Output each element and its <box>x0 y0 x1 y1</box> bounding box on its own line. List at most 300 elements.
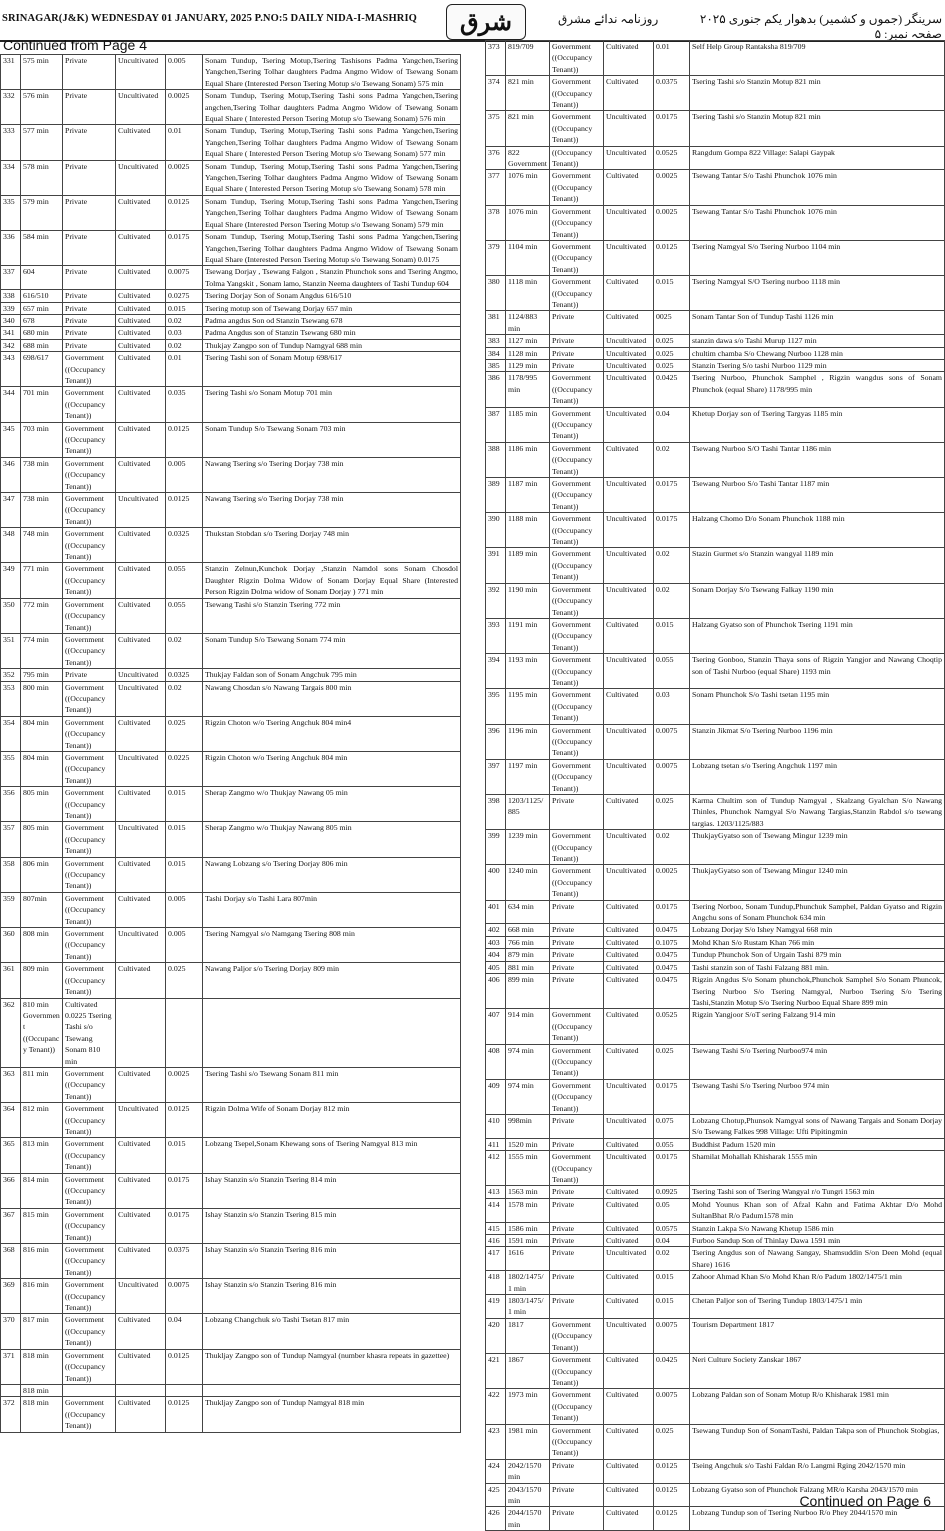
land-class-cell: Cultivated <box>116 1397 166 1432</box>
area-cell: 0.015 <box>654 618 690 653</box>
area-cell: 0.0275 <box>166 290 203 302</box>
ownership-cell: Government ((Occupancy Tenant)) <box>550 724 604 759</box>
owner-description-cell: Lobzang Gyatso son of Phunchok Falzang MR/o Karsha 2043/1570 min <box>690 1483 945 1507</box>
owner-description-cell: Tsering Tashi s/o Sonam Motup 701 min <box>203 387 461 422</box>
table-row <box>1 457 461 492</box>
serial-number-cell: 356 <box>1 787 21 822</box>
owner-description-cell: Stanzin Lakpa S/o Nawang Khetup 1586 min <box>690 1222 945 1234</box>
area-cell: 0.0375 <box>654 76 690 111</box>
serial-number-cell: 370 <box>1 1314 21 1349</box>
area-cell: 0.055 <box>654 1138 690 1150</box>
ownership-cell: Government ((Occupancy Tenant)) <box>550 41 604 76</box>
owner-description-cell: chultim chamba S/o Chewang Nurboo 1128 min <box>690 347 945 359</box>
owner-description-cell: Sonam Tundup, Tsering Motup,Tsering Tashisons Padma Yangchen,Tsering Yangchen,Tsering Tolhar daughters Padma Angmo Widow of Tsewang Sonam Equal Share (Interested Person Tsering Motup s/o Tsewang Sonam) 575 min <box>203 55 461 90</box>
land-class-cell: Cultivated <box>604 689 654 724</box>
ownership-cell: Government ((Occupancy Tenant)) <box>550 76 604 111</box>
ownership-cell: Government ((Occupancy Tenant)) <box>550 689 604 724</box>
serial-number-cell: 404 <box>486 949 506 961</box>
area-cell: 0.0025 <box>166 160 203 195</box>
owner-description-cell: Padma Angdus son of Stanzin Tsewang 680 min <box>203 327 461 339</box>
table-row <box>486 583 945 618</box>
owner-description-cell: Tashi stanzin son of Tashi Falzang 881 min. <box>690 961 945 973</box>
serial-number-cell: 338 <box>1 290 21 302</box>
area-cell: 0.0125 <box>166 493 203 528</box>
owner-description-cell: Sonam Tundup S/o Tsewang Sonam 703 min <box>203 422 461 457</box>
serial-number-cell: 340 <box>1 314 21 326</box>
area-cell: 0.0225 <box>166 751 203 786</box>
serial-number-cell: 352 <box>1 669 21 681</box>
khasra-number-cell: 879 min <box>506 949 550 961</box>
land-class-cell: Uncultivated <box>604 335 654 347</box>
area-cell: 0.02 <box>166 339 203 351</box>
table-row <box>486 372 945 407</box>
table-row <box>1 387 461 422</box>
serial-number-cell: 360 <box>1 928 21 963</box>
area-cell: 0.02 <box>654 548 690 583</box>
ownership-cell: Government ((Occupancy Tenant)) <box>550 240 604 275</box>
owner-description-cell: Rigzin Dolma Wife of Sonam Dorjay 812 min <box>203 1103 461 1138</box>
table-row <box>1 1173 461 1208</box>
table-row <box>1 352 461 387</box>
table-row <box>486 1151 945 1186</box>
area-cell: 0.02 <box>654 830 690 865</box>
khasra-number-cell: 1076 min <box>506 205 550 240</box>
land-class-cell: Uncultivated <box>604 1079 654 1114</box>
land-class-cell: Cultivated <box>116 1244 166 1279</box>
khasra-number-cell: 604 <box>21 266 63 290</box>
area-cell: 0.025 <box>654 347 690 359</box>
serial-number-cell: 350 <box>1 598 21 633</box>
khasra-number-cell: 1981 min <box>506 1424 550 1459</box>
serial-number-cell: 358 <box>1 857 21 892</box>
ownership-cell: Private <box>550 1459 604 1483</box>
ownership-cell: Government ((Occupancy Tenant)) <box>63 681 116 716</box>
land-class-cell: Cultivated <box>116 892 166 927</box>
owner-description-cell: Tsering Norboo, Sonam Tundup,Phunchuk Samphel, Paldan Gyatso and Rigzin Angchu sons of Sonam Phunchok 634 min <box>690 900 945 924</box>
khasra-number-cell: 1520 min <box>506 1138 550 1150</box>
table-row <box>486 478 945 513</box>
owner-description-cell: Lobzang Dorjay S/o Ishey Namgyal 668 min <box>690 924 945 936</box>
table-row <box>1 231 461 266</box>
area-cell: 0.04 <box>654 407 690 442</box>
table-row <box>1 928 461 963</box>
owner-description-cell: Stanzin Zelnun,Kunchok Dorjay ,Stanzin Namdol sons Sonam Chosdol Daughter Rigzin Dolma Widow of Sonam Dorjay Equal Share (Interested Person Rigzin Dolma widow of Sonam Dorjay ) 771 min <box>203 563 461 598</box>
table-row <box>486 240 945 275</box>
ownership-cell: Private <box>550 1138 604 1150</box>
serial-number-cell: 423 <box>486 1424 506 1459</box>
khasra-number-cell: 1185 min <box>506 407 550 442</box>
khasra-number-cell: 738 min <box>21 457 63 492</box>
ownership-cell: Private <box>550 1235 604 1247</box>
ownership-cell: Private <box>63 266 116 290</box>
area-cell: 0.0125 <box>654 240 690 275</box>
owner-description-cell: Nawang Chosdan s/o Nawang Targais 800 min <box>203 681 461 716</box>
area-cell: 0.055 <box>166 563 203 598</box>
ownership-cell: Government ((Occupancy Tenant)) <box>550 830 604 865</box>
area-cell: 0.0175 <box>654 111 690 146</box>
owner-description-cell: Sherap Zangmo w/o Thukjay Nawang 05 min <box>203 787 461 822</box>
land-class-cell: Uncultivated <box>604 478 654 513</box>
owner-description-cell: Ishay Stanzin s/o Stanzin Tsering 816 min <box>203 1244 461 1279</box>
serial-number-cell: 334 <box>1 160 21 195</box>
land-class-cell: Cultivated <box>604 1198 654 1222</box>
masthead-dateline: SRINAGAR(J&K) WEDNESDAY 01 JANUARY, 2025 P.NO:5 DAILY NIDA-I-MASHRIQ <box>2 13 417 24</box>
serial-number-cell: 419 <box>486 1295 506 1319</box>
ownership-cell: Government ((Occupancy Tenant)) <box>63 1138 116 1173</box>
area-cell: 0.0025 <box>654 865 690 900</box>
owner-description-cell: Tsering Namgyal S/O Tsering nurboo 1118 min <box>690 276 945 311</box>
table-row <box>486 311 945 335</box>
owner-description-cell: Tsewang Nurboo S/o Tashi Tantar 1187 min <box>690 478 945 513</box>
owner-description-cell: Mohd Khan S/o Rustam Khan 766 min <box>690 936 945 948</box>
serial-number-cell <box>1 1384 21 1396</box>
serial-number-cell: 348 <box>1 528 21 563</box>
khasra-number-cell: 688 min <box>21 339 63 351</box>
table-row <box>1 90 461 125</box>
serial-number-cell: 361 <box>1 963 21 998</box>
serial-number-cell: 386 <box>486 372 506 407</box>
serial-number-cell: 332 <box>1 90 21 125</box>
area-cell: 0.0025 <box>166 1067 203 1102</box>
table-row <box>486 961 945 973</box>
ownership-cell: Government ((Occupancy Tenant)) <box>550 513 604 548</box>
ownership-cell: Government ((Occupancy Tenant)) <box>550 1389 604 1424</box>
table-row <box>486 1044 945 1079</box>
owner-description-cell: Lobzang Tundup son of Tsering Nurboo R/o Phey 2044/1570 min <box>690 1507 945 1531</box>
area-cell: 0.0375 <box>166 1244 203 1279</box>
serial-number-cell: 376 <box>486 146 506 170</box>
land-class-cell: Cultivated <box>116 1173 166 1208</box>
ownership-cell: Government ((Occupancy Tenant)) <box>550 1318 604 1353</box>
land-class-cell: Cultivated <box>116 528 166 563</box>
owner-description-cell: Tsering Tashi son of Tsering Wangyal r/o Tungri 1563 min <box>690 1186 945 1198</box>
area-cell: 0.02 <box>166 314 203 326</box>
table-row <box>1 55 461 90</box>
ownership-cell: Government ((Occupancy Tenant)) <box>550 865 604 900</box>
owner-description-cell: Tsering Tashi son of Sonam Motup 698/617 <box>203 352 461 387</box>
khasra-number-cell: 1193 min <box>506 654 550 689</box>
land-class-cell: Uncultivated <box>604 759 654 794</box>
area-cell <box>166 998 203 1067</box>
ownership-cell: Government ((Occupancy Tenant)) <box>63 1397 116 1432</box>
ownership-cell: Government ((Occupancy Tenant)) <box>550 1044 604 1079</box>
serial-number-cell: 331 <box>1 55 21 90</box>
land-class-cell: Uncultivated <box>604 724 654 759</box>
khasra-number-cell: 974 min <box>506 1079 550 1114</box>
owner-description-cell: Stazin Gurmet s/o Stanzin wangyal 1189 min <box>690 548 945 583</box>
serial-number-cell: 408 <box>486 1044 506 1079</box>
area-cell: 0.015 <box>654 276 690 311</box>
area-cell: 0.0075 <box>654 724 690 759</box>
khasra-number-cell: 616/510 <box>21 290 63 302</box>
khasra-number-cell: 1239 min <box>506 830 550 865</box>
table-row <box>486 1271 945 1295</box>
owner-description-cell: Tundup Phunchok Son of Urgain Tashi 879 min <box>690 949 945 961</box>
area-cell: 0.0175 <box>654 1079 690 1114</box>
serial-number-cell: 375 <box>486 111 506 146</box>
right-records-table <box>485 40 945 1531</box>
owner-description-cell: ThukjayGyatso son of Tsewang Mingur 1240 min <box>690 865 945 900</box>
khasra-number-cell: 821 min <box>506 111 550 146</box>
land-class-cell: Cultivated <box>116 1208 166 1243</box>
khasra-number-cell: 578 min <box>21 160 63 195</box>
ownership-cell: Government ((Occupancy Tenant)) <box>63 822 116 857</box>
land-class-cell: Uncultivated <box>604 111 654 146</box>
khasra-number-cell: 1124/883 min <box>506 311 550 335</box>
table-row <box>1 598 461 633</box>
serial-number-cell: 411 <box>486 1138 506 1150</box>
khasra-number-cell: 805 min <box>21 822 63 857</box>
ownership-cell: Government ((Occupancy Tenant)) <box>550 583 604 618</box>
serial-number-cell: 399 <box>486 830 506 865</box>
ownership-cell: Government ((Occupancy Tenant)) <box>550 407 604 442</box>
table-row <box>1 302 461 314</box>
land-class-cell: Uncultivated <box>116 160 166 195</box>
owner-description-cell: Self Help Group Rantaksha 819/709 <box>690 41 945 76</box>
land-class-cell: Cultivated <box>116 422 166 457</box>
khasra-number-cell: 1591 min <box>506 1235 550 1247</box>
ownership-cell: Private <box>550 1247 604 1271</box>
land-class-cell: Cultivated <box>116 352 166 387</box>
table-row <box>486 1186 945 1198</box>
khasra-number-cell: 818 min <box>21 1384 63 1396</box>
khasra-number-cell: 1578 min <box>506 1198 550 1222</box>
ownership-cell: Private <box>550 1483 604 1507</box>
land-class-cell: Cultivated <box>604 1424 654 1459</box>
table-row <box>486 830 945 865</box>
area-cell: 0.0025 <box>166 90 203 125</box>
land-class-cell: Cultivated <box>116 327 166 339</box>
table-row <box>1 751 461 786</box>
table-row <box>486 205 945 240</box>
ownership-cell: Private <box>63 55 116 90</box>
serial-number-cell: 400 <box>486 865 506 900</box>
owner-description-cell: Tsewang Tashi s/o Stanzin Tsering 772 min <box>203 598 461 633</box>
ownership-cell: Private <box>550 1114 604 1138</box>
serial-number-cell: 336 <box>1 231 21 266</box>
owner-description-cell: Tsering Namgyal s/o Namgang Tsering 808 min <box>203 928 461 963</box>
owner-description-cell: Tsering Gonboo, Stanzin Thaya sons of Rigzin Yangjor and Nawang Choqtip son of Tashi Nurboo (equal Share) 1193 min <box>690 654 945 689</box>
land-class-cell: Uncultivated <box>604 830 654 865</box>
area-cell: 0.0925 <box>654 1186 690 1198</box>
land-class-cell: Cultivated <box>116 314 166 326</box>
land-class-cell: Cultivated <box>604 618 654 653</box>
khasra-number-cell: 1973 min <box>506 1389 550 1424</box>
table-row <box>486 974 945 1009</box>
ownership-cell: Private <box>550 974 604 1009</box>
area-cell: 0.0175 <box>166 1173 203 1208</box>
ownership-cell: Private <box>550 359 604 371</box>
serial-number-cell: 366 <box>1 1173 21 1208</box>
land-class-cell: Cultivated <box>604 1222 654 1234</box>
owner-description-cell: Sonam Tantar Son of Tundup Tashi 1126 min <box>690 311 945 335</box>
owner-description-cell: Tsering Tashi s/o Tsewang Sonam 811 min <box>203 1067 461 1102</box>
land-class-cell: Cultivated <box>116 125 166 160</box>
khasra-number-cell: 1128 min <box>506 347 550 359</box>
ownership-cell: Government ((Occupancy Tenant)) <box>63 633 116 668</box>
ownership-cell: Private <box>63 327 116 339</box>
owner-description-cell: Karma Chultim son of Tundup Namgyal , Skalzang Gyalchan S/o Nawang Thinles, Phunchok Namgyal S/o Nawang Targias,Stanzin Rabdol s/o tsewang targias. 1203/1125/883 <box>690 795 945 830</box>
serial-number-cell: 390 <box>486 513 506 548</box>
serial-number-cell: 418 <box>486 1271 506 1295</box>
ownership-cell: Private <box>550 1507 604 1531</box>
ownership-cell: Government ((Occupancy Tenant)) <box>63 1067 116 1102</box>
khasra-number-cell: 818 min <box>21 1397 63 1432</box>
land-class-cell: Uncultivated <box>116 681 166 716</box>
khasra-number-cell: 822 Government <box>506 146 550 170</box>
table-row <box>1 669 461 681</box>
khasra-number-cell: 1616 <box>506 1247 550 1271</box>
serial-number-cell: 354 <box>1 716 21 751</box>
owner-description-cell: Rigzin Choton w/o Tsering Angchuk 804 min <box>203 751 461 786</box>
serial-number-cell: 369 <box>1 1279 21 1314</box>
khasra-number-cell: 766 min <box>506 936 550 948</box>
khasra-number-cell: 817 min <box>21 1314 63 1349</box>
area-cell: 0.0075 <box>654 759 690 794</box>
owner-description-cell: Neri Culture Society Zanskar 1867 <box>690 1354 945 1389</box>
ownership-cell: Government ((Occupancy Tenant)) <box>63 857 116 892</box>
table-row <box>486 548 945 583</box>
table-row <box>1 716 461 751</box>
serial-number-cell: 343 <box>1 352 21 387</box>
owner-description-cell: Stanzin Tsering S/o tashi Nurboo 1129 min <box>690 359 945 371</box>
area-cell: 0.02 <box>654 583 690 618</box>
area-cell: 0.0125 <box>654 1483 690 1507</box>
area-cell: 0.025 <box>654 359 690 371</box>
serial-number-cell: 357 <box>1 822 21 857</box>
land-class-cell: Cultivated <box>604 276 654 311</box>
khasra-number-cell: 577 min <box>21 125 63 160</box>
land-class-cell: Cultivated <box>604 974 654 1009</box>
area-cell: 0.015 <box>166 787 203 822</box>
serial-number-cell: 333 <box>1 125 21 160</box>
ownership-cell: Private <box>63 290 116 302</box>
serial-number-cell: 365 <box>1 1138 21 1173</box>
table-row <box>1 195 461 230</box>
area-cell: 0.02 <box>166 633 203 668</box>
ownership-cell: Government ((Occupancy Tenant)) <box>550 654 604 689</box>
serial-number-cell: 406 <box>486 974 506 1009</box>
serial-number-cell: 402 <box>486 924 506 936</box>
serial-number-cell: 395 <box>486 689 506 724</box>
table-row <box>1 339 461 351</box>
khasra-number-cell: 2044/1570 min <box>506 1507 550 1531</box>
ownership-cell: Government ((Occupancy Tenant)) <box>63 457 116 492</box>
owner-description-cell: Thukljay Zangpo son of Tundup Namgyal (number khasra repeats in gazettee) <box>203 1349 461 1384</box>
land-class-cell: Uncultivated <box>116 1103 166 1138</box>
owner-description-cell: Sherap Zangmo w/o Thukjay Nawang 805 min <box>203 822 461 857</box>
serial-number-cell: 371 <box>1 1349 21 1384</box>
table-row <box>1 1279 461 1314</box>
owner-description-cell: Tsering motup son of Tsewang Dorjay 657 min <box>203 302 461 314</box>
ownership-cell: Private <box>550 961 604 973</box>
area-cell: 0.025 <box>654 335 690 347</box>
area-cell: 0.0175 <box>654 1151 690 1186</box>
owner-description-cell: Lobzang Tsepel,Sonam Khewang sons of Tsering Namgyal 813 min <box>203 1138 461 1173</box>
land-class-cell: Cultivated <box>116 598 166 633</box>
area-cell: 0.0175 <box>654 478 690 513</box>
table-row <box>486 1138 945 1150</box>
table-row <box>486 759 945 794</box>
khasra-number-cell: 584 min <box>21 231 63 266</box>
khasra-number-cell: 804 min <box>21 751 63 786</box>
ownership-cell: Government ((Occupancy Tenant)) <box>63 387 116 422</box>
serial-number-cell: 396 <box>486 724 506 759</box>
table-row <box>1 1208 461 1243</box>
table-row <box>1 822 461 857</box>
table-row <box>486 1295 945 1319</box>
owner-description-cell: Buddhist Padum 1520 min <box>690 1138 945 1150</box>
serial-number-cell: 387 <box>486 407 506 442</box>
khasra-number-cell: 680 min <box>21 327 63 339</box>
area-cell: 0025 <box>654 311 690 335</box>
owner-description-cell: Thukljay Zangpo son of Tundup Namgyal 818 min <box>203 1397 461 1432</box>
table-row <box>1 528 461 563</box>
area-cell: 0.0125 <box>654 1507 690 1531</box>
khasra-number-cell: 914 min <box>506 1009 550 1044</box>
khasra-number-cell: 1240 min <box>506 865 550 900</box>
table-row <box>1 493 461 528</box>
serial-number-cell: 379 <box>486 240 506 275</box>
owner-description-cell: Sonam Tundup, Tsering Motup,Tsering Tashi sons Padma Yangchen,Tsering angchen,Tsering Tolhar daughters Padma Angmo Widow of Tsewang Sonam Equal Share ( Interested Person Tsering Motup s/o Tsewang Sonam) 576 min <box>203 90 461 125</box>
khasra-number-cell: 812 min <box>21 1103 63 1138</box>
table-row <box>486 1114 945 1138</box>
ownership-cell: Private <box>63 195 116 230</box>
khasra-number-cell: 809 min <box>21 963 63 998</box>
land-class-cell: Cultivated <box>604 1186 654 1198</box>
serial-number-cell: 372 <box>1 1397 21 1432</box>
land-class-cell <box>116 1384 166 1396</box>
khasra-number-cell: 1190 min <box>506 583 550 618</box>
khasra-number-cell: 1803/1475/1 min <box>506 1295 550 1319</box>
owner-description-cell: Tsering Nurboo, Phunchok Samphel , Rigzin wangdus sons of Sonam Phunchok (equal Share) 1178/995 min <box>690 372 945 407</box>
owner-description-cell: Tsering Dorjay Son of Sonam Angdus 616/510 <box>203 290 461 302</box>
area-cell <box>166 1384 203 1396</box>
owner-description-cell: Sonam Tundup, Tsering Motup,Tsering Tashi sons Padma Yangchen,Tsering Yangchen,Tsering Tolhar daughters Padma Angmo Widow of Tsewang Sonam Equal Share (Interested Person Tsering Motup s/o Tsewang Sonam) 0.0175 <box>203 231 461 266</box>
table-row <box>1 1138 461 1173</box>
area-cell: 0.02 <box>654 1247 690 1271</box>
owner-description-cell: Rigzin Choton w/o Tsering Angchuk 804 min4 <box>203 716 461 751</box>
khasra-number-cell: 1196 min <box>506 724 550 759</box>
table-row <box>1 857 461 892</box>
table-row <box>1 125 461 160</box>
ownership-cell: Government ((Occupancy Tenant)) <box>550 478 604 513</box>
ownership-cell: Government ((Occupancy Tenant)) <box>550 1354 604 1389</box>
ownership-cell: Government ((Occupancy Tenant)) <box>550 170 604 205</box>
table-row <box>486 1354 945 1389</box>
continued-on-label: Continued on Page 6 <box>799 1493 931 1509</box>
serial-number-cell: 393 <box>486 618 506 653</box>
land-class-cell: Cultivated <box>116 716 166 751</box>
khasra-number-cell: 1104 min <box>506 240 550 275</box>
table-row <box>1 998 461 1067</box>
khasra-number-cell: 974 min <box>506 1044 550 1079</box>
owner-description-cell <box>203 1384 461 1396</box>
owner-description-cell: Halzang Chomo D/o Sonam Phunchok 1188 min <box>690 513 945 548</box>
table-row <box>1 963 461 998</box>
ownership-cell: Government ((Occupancy Tenant)) <box>63 563 116 598</box>
ownership-cell: Government ((Occupancy Tenant)) <box>550 548 604 583</box>
ownership-cell: Government ((Occupancy Tenant)) <box>550 1424 604 1459</box>
khasra-number-cell: 1197 min <box>506 759 550 794</box>
ownership-cell: Cultivated 0.0225 Tsering Tashi s/o Tsewang Sonam 810 min <box>63 998 116 1067</box>
ownership-cell: Private <box>63 302 116 314</box>
land-class-cell: Cultivated <box>604 1271 654 1295</box>
land-class-cell: Uncultivated <box>604 407 654 442</box>
khasra-number-cell: 1076 min <box>506 170 550 205</box>
ownership-cell: ((Occupancy Tenant)) <box>550 146 604 170</box>
serial-number-cell: 335 <box>1 195 21 230</box>
